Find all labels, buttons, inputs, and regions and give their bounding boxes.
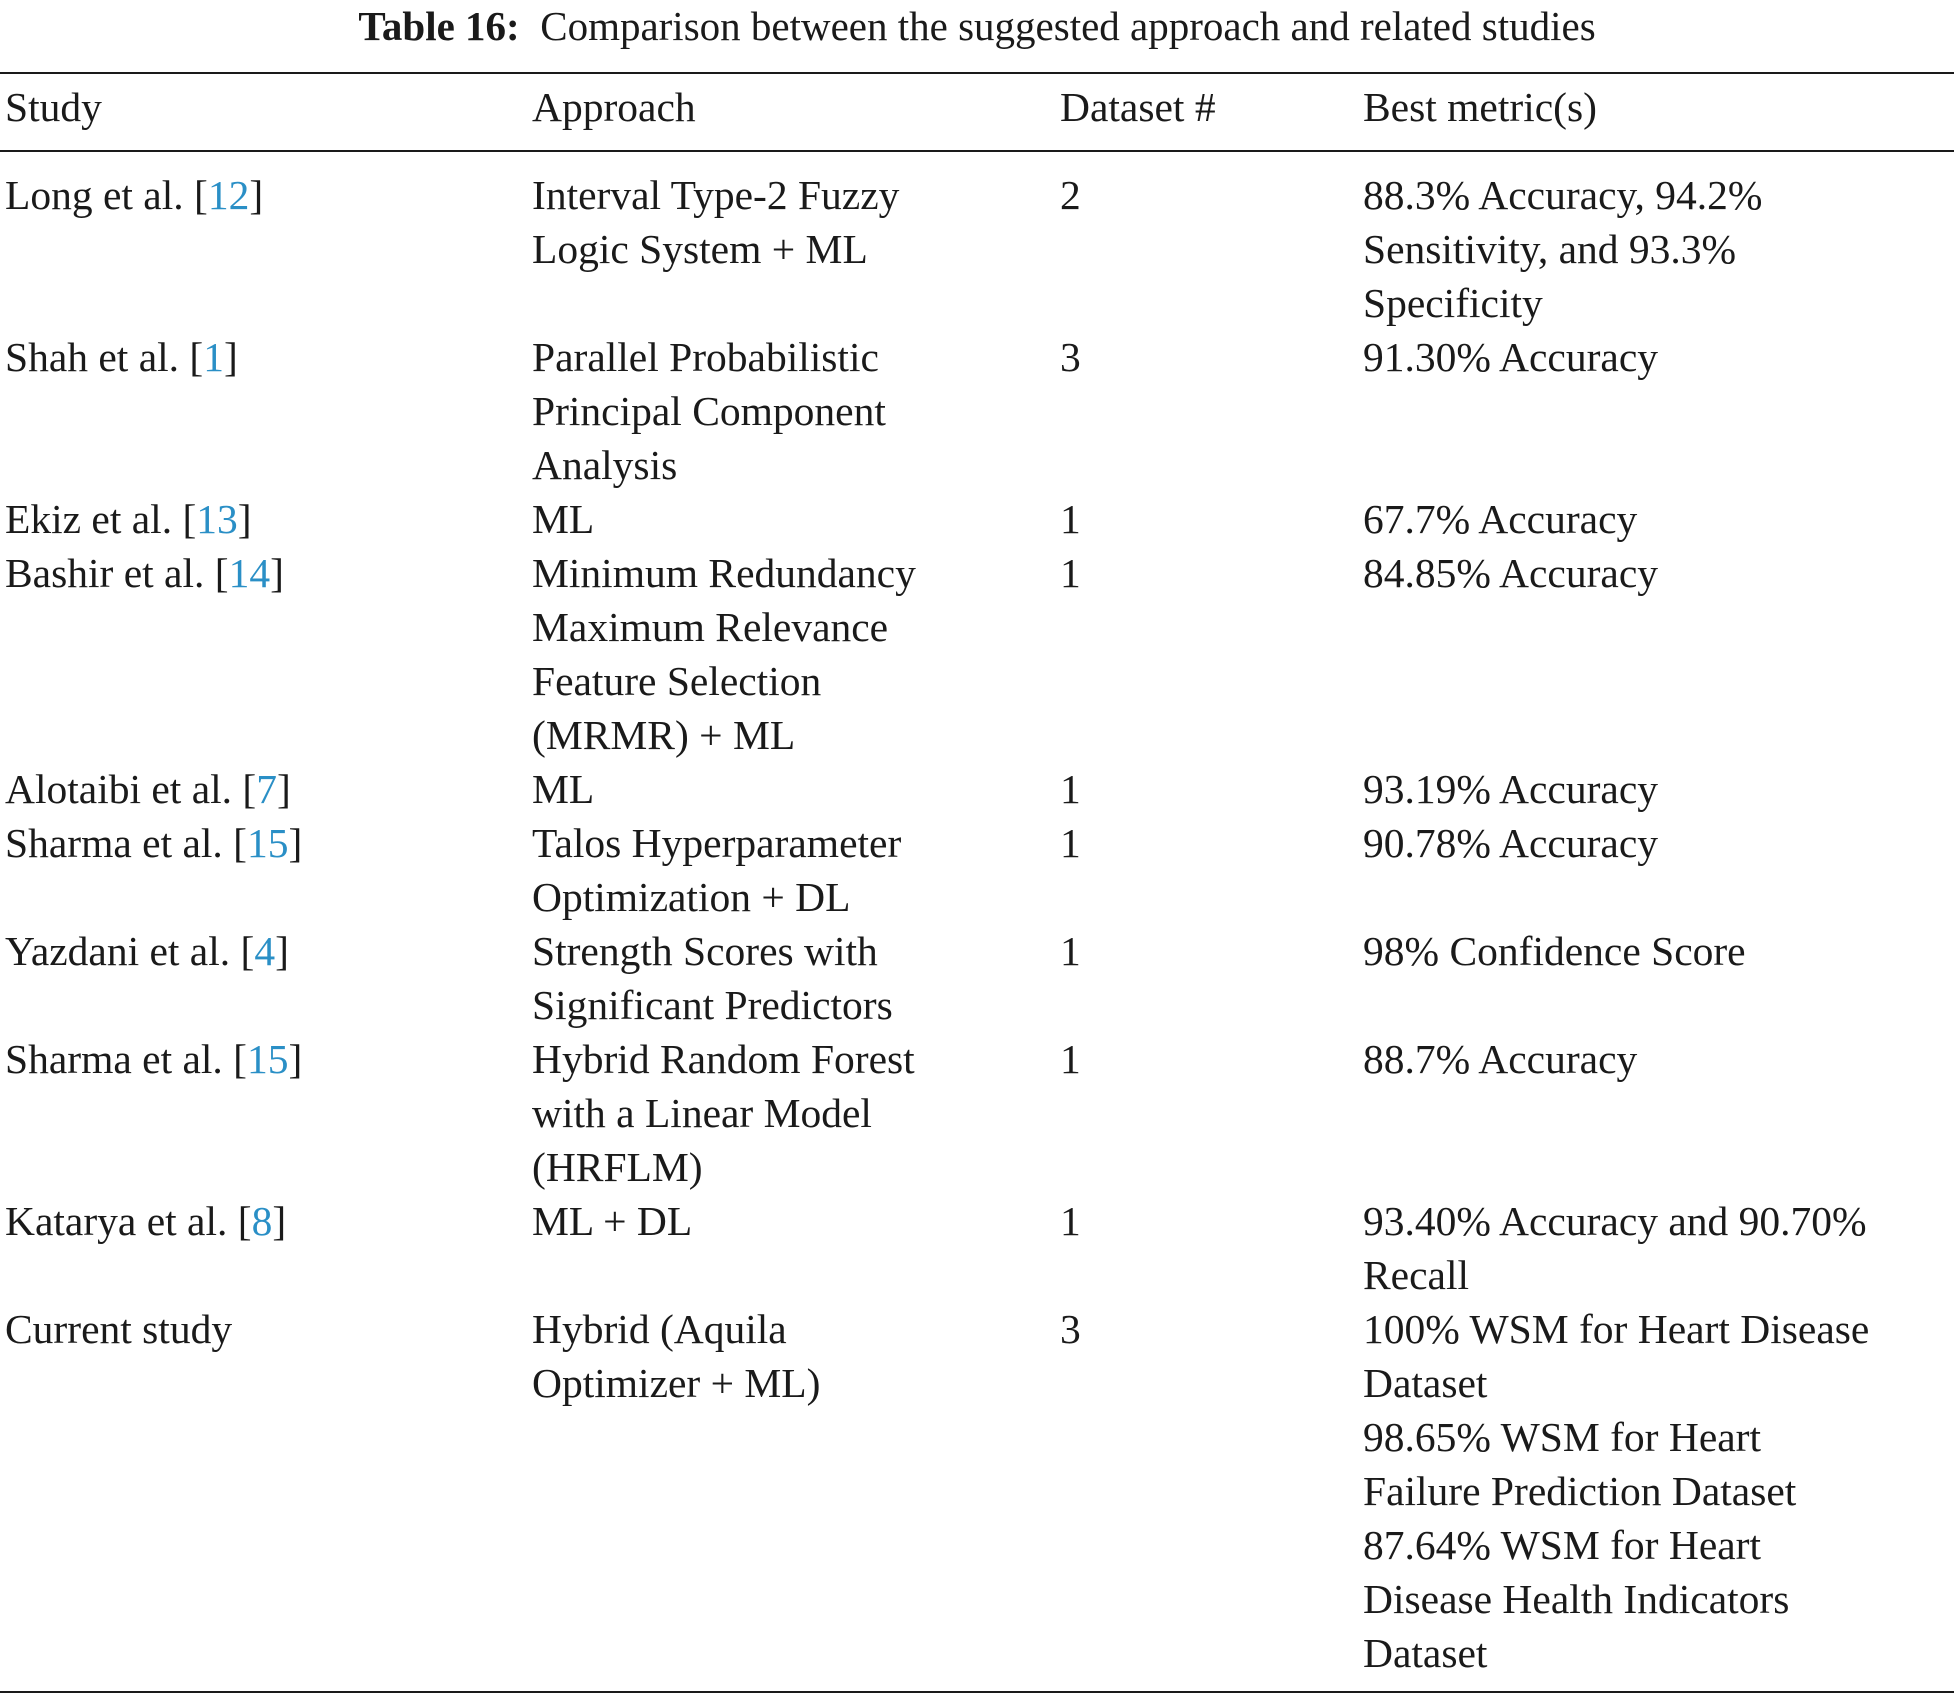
cell-study: Sharma et al. [15] (5, 820, 303, 866)
metric-line: Dataset (1363, 1360, 1488, 1406)
cell-dataset-count: 1 (1060, 820, 1081, 866)
reference-link[interactable]: 15 (247, 1036, 289, 1082)
metric-line: 67.7% Accuracy (1363, 496, 1638, 542)
approach-line: Optimization + DL (532, 874, 851, 920)
approach-line: ML + DL (532, 1198, 693, 1244)
approach-line: with a Linear Model (532, 1090, 872, 1136)
cell-approach (532, 492, 1032, 546)
approach-line: Maximum Relevance (532, 604, 889, 650)
cell-best-metric (1363, 1302, 1954, 1680)
cell-best-metric (1363, 492, 1954, 546)
approach-line: Interval Type-2 Fuzzy (532, 172, 900, 218)
cell-study: Bashir et al. [14] (5, 550, 284, 596)
cell-approach (532, 330, 1032, 492)
metric-line: Sensitivity, and 93.3% (1363, 226, 1737, 272)
cell-approach (532, 1302, 1032, 1410)
study-name: Current study (5, 1306, 233, 1352)
approach-line: Optimizer + ML) (532, 1360, 821, 1406)
cell-approach (532, 1032, 1032, 1194)
study-name: Bashir et al. (5, 550, 205, 596)
cell-dataset-count: 1 (1060, 496, 1081, 542)
reference-link[interactable]: 7 (256, 766, 277, 812)
table-bottom-rule (0, 1691, 1954, 1693)
cell-dataset-count: 1 (1060, 1036, 1081, 1082)
study-name: Katarya et al. (5, 1198, 228, 1244)
metric-line: Disease Health Indicators (1363, 1576, 1790, 1622)
study-name: Shah et al. (5, 334, 180, 380)
cell-study: Long et al. [12] (5, 172, 264, 218)
metric-line: 98.65% WSM for Heart (1363, 1414, 1762, 1460)
metric-line: 88.3% Accuracy, 94.2% (1363, 172, 1763, 218)
reference-link[interactable]: 14 (228, 550, 271, 596)
cell-best-metric (1363, 546, 1954, 600)
metric-line: 93.19% Accuracy (1363, 766, 1658, 812)
approach-line: (HRFLM) (532, 1144, 703, 1190)
cell-best-metric (1363, 330, 1954, 384)
header-approach: Approach (532, 84, 696, 130)
metric-line: 84.85% Accuracy (1363, 550, 1658, 596)
cell-study: Ekiz et al. [13] (5, 496, 252, 542)
metric-line: 91.30% Accuracy (1363, 334, 1658, 380)
metric-line: 98% Confidence Score (1363, 928, 1746, 974)
study-name: Sharma et al. (5, 1036, 223, 1082)
cell-best-metric (1363, 816, 1954, 870)
study-name: Long et al. (5, 172, 184, 218)
cell-study: Sharma et al. [15] (5, 1036, 303, 1082)
reference-link[interactable]: 4 (254, 928, 276, 974)
approach-line: Logic System + ML (532, 226, 868, 272)
cell-study (5, 1302, 525, 1356)
approach-line: (MRMR) + ML (532, 712, 796, 758)
study-name: Yazdani et al. (5, 928, 231, 974)
metric-line: Specificity (1363, 280, 1543, 326)
table-top-rule (0, 72, 1954, 74)
metric-line: Recall (1363, 1252, 1469, 1298)
header-dataset: Dataset # (1060, 84, 1216, 130)
cell-best-metric (1363, 168, 1954, 330)
cell-best-metric (1363, 1032, 1954, 1086)
approach-line: Talos Hyperparameter (532, 820, 902, 866)
reference-link[interactable]: 12 (207, 172, 250, 218)
cell-study: Katarya et al. [8] (5, 1198, 287, 1244)
cell-best-metric (1363, 924, 1954, 978)
caption-label: Table 16: (358, 3, 520, 49)
approach-line: Minimum Redundancy (532, 550, 916, 596)
approach-line: Analysis (532, 442, 678, 488)
metric-line: 90.78% Accuracy (1363, 820, 1658, 866)
approach-line: Principal Component (532, 388, 886, 434)
metric-line: 87.64% WSM for Heart (1363, 1522, 1762, 1568)
approach-line: ML (532, 766, 595, 812)
cell-best-metric (1363, 1194, 1954, 1302)
approach-line: ML (532, 496, 595, 542)
approach-line: Hybrid Random Forest (532, 1036, 915, 1082)
cell-dataset-count: 1 (1060, 550, 1081, 596)
metric-line: 100% WSM for Heart Disease (1363, 1306, 1870, 1352)
header-best-metric: Best metric(s) (1363, 84, 1597, 130)
cell-approach (532, 924, 1032, 1032)
header-study: Study (5, 84, 102, 130)
cell-approach (532, 168, 1032, 276)
approach-line: Significant Predictors (532, 982, 893, 1028)
cell-dataset-count: 1 (1060, 766, 1081, 812)
reference-link[interactable]: 8 (251, 1198, 273, 1244)
approach-line: Parallel Probabilistic (532, 334, 879, 380)
cell-study: Alotaibi et al. [7] (5, 766, 291, 812)
study-name: Alotaibi et al. (5, 766, 233, 812)
approach-line: Feature Selection (532, 658, 822, 704)
approach-line: Hybrid (Aquila (532, 1306, 787, 1352)
table-caption (0, 2, 1954, 50)
table-header-rule (0, 150, 1954, 152)
cell-study: Shah et al. [1] (5, 334, 238, 380)
cell-study: Yazdani et al. [4] (5, 928, 289, 974)
metric-line: 88.7% Accuracy (1363, 1036, 1638, 1082)
cell-approach (532, 546, 1032, 762)
cell-approach (532, 1194, 1032, 1248)
reference-link[interactable]: 15 (247, 820, 289, 866)
cell-dataset-count: 3 (1060, 1306, 1081, 1352)
cell-best-metric (1363, 762, 1954, 816)
caption-text: Comparison between the suggested approach and related studies (540, 3, 1596, 49)
cell-dataset-count: 2 (1060, 172, 1081, 218)
cell-dataset-count: 1 (1060, 1198, 1081, 1244)
cell-dataset-count: 3 (1060, 334, 1081, 380)
cell-approach (532, 816, 1032, 924)
metric-line: 93.40% Accuracy and 90.70% (1363, 1198, 1867, 1244)
study-name: Ekiz et al. (5, 496, 173, 542)
approach-line: Strength Scores with (532, 928, 878, 974)
metric-line: Failure Prediction Dataset (1363, 1468, 1797, 1514)
metric-line: Dataset (1363, 1630, 1488, 1676)
reference-link[interactable]: 13 (196, 496, 238, 542)
cell-approach (532, 762, 1032, 816)
study-name: Sharma et al. (5, 820, 223, 866)
reference-link[interactable]: 1 (203, 334, 224, 380)
cell-dataset-count: 1 (1060, 928, 1081, 974)
